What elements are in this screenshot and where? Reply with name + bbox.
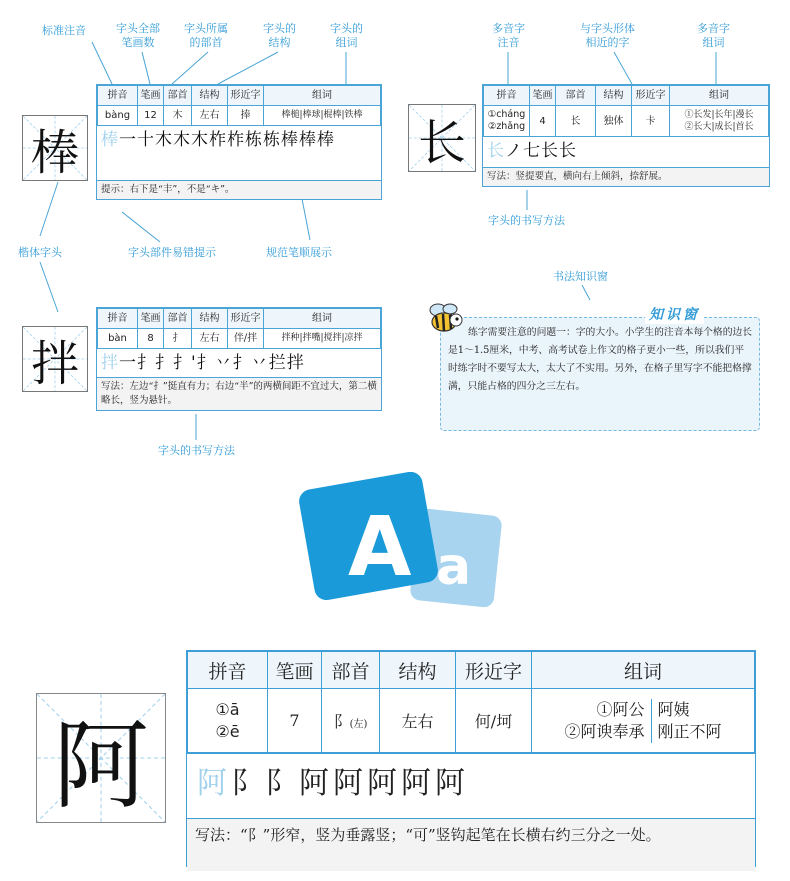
stroke-step: 阿 <box>401 766 435 801</box>
stroke-step: 栋 <box>245 130 263 150</box>
words-value: 棒槌|棒球|棍棒|铁棒 <box>264 106 381 126</box>
label-radical: 字头所属 的部首 <box>184 22 228 49</box>
stroke-ghost-char: 长 <box>487 141 505 161</box>
stroke-step: 木 <box>173 130 191 150</box>
table-bang <box>96 84 382 200</box>
stroke-order-bang <box>97 126 381 180</box>
char-box-a <box>36 693 166 823</box>
label-error-tip: 字头部件易错提示 <box>128 246 216 259</box>
stroke-step: 扌丷 <box>232 353 269 373</box>
stroke-step: 柞 <box>209 130 227 150</box>
stroke-step: 扌' <box>173 353 197 373</box>
similar-value: 何/坷 <box>456 689 532 753</box>
stroke-step: 一 <box>119 130 137 150</box>
hdr-structure: 结构 <box>596 86 632 106</box>
aa-logo <box>296 472 506 617</box>
radical-value: 长 <box>556 106 596 137</box>
table-a <box>186 650 756 867</box>
label-calligraphy-window: 书法知识窗 <box>553 270 608 283</box>
strokes-value: 12 <box>138 106 164 126</box>
similar-value: 卡 <box>632 106 670 137</box>
words-left: ①阿公 ②阿谀奉承 <box>564 699 651 743</box>
stroke-ghost-char: 阿 <box>197 766 231 801</box>
hdr-pinyin: 拼音 <box>484 86 530 106</box>
stroke-order-a <box>187 753 755 818</box>
label-writing-method-1: 字头的书写方法 <box>488 214 565 227</box>
stroke-step: 阿 <box>367 766 401 801</box>
stroke-step: ノ <box>505 141 523 161</box>
hdr-similar: 形近字 <box>228 309 264 329</box>
logo-small-a: a <box>436 537 472 597</box>
stroke-step: 十 <box>137 130 155 150</box>
stroke-step: 一 <box>119 353 137 373</box>
char-box-ban <box>22 326 88 392</box>
stroke-step: 棒 <box>299 130 317 150</box>
radical-cell <box>322 689 380 753</box>
stroke-step: 栋 <box>263 130 281 150</box>
stroke-step: 木 <box>191 130 209 150</box>
words-cell <box>532 689 755 753</box>
hdr-similar: 形近字 <box>228 86 264 106</box>
hdr-structure: 结构 <box>380 652 456 689</box>
hdr-strokes: 笔画 <box>138 86 164 106</box>
big-char-ban: 拌 <box>30 335 79 392</box>
hdr-pinyin: 拼音 <box>188 652 268 689</box>
hdr-strokes: 笔画 <box>530 86 556 106</box>
stroke-step: 阝 <box>265 766 299 801</box>
knowledge-title: 知识窗 <box>645 304 704 324</box>
hdr-radical: 部首 <box>164 309 192 329</box>
pinyin-value: ①cháng ②zhǎng <box>484 106 530 137</box>
tip-bang: 提示：右下是“丰”，不是“キ”。 <box>97 180 381 199</box>
stroke-step: 扌丷 <box>196 353 233 373</box>
stroke-ghost-char: 棒 <box>101 130 119 150</box>
hdr-structure: 结构 <box>192 309 228 329</box>
pinyin-value: bàn <box>98 329 138 349</box>
hdr-words: 组词 <box>264 86 381 106</box>
label-polyphone-words: 多音字 组词 <box>697 22 730 49</box>
label-stroke-order: 规范笔顺展示 <box>266 246 332 259</box>
stroke-step: 扌 <box>155 353 173 373</box>
radical-value: 扌 <box>164 329 192 349</box>
stroke-ghost-char: 拌 <box>101 353 119 373</box>
hdr-radical: 部首 <box>164 86 192 106</box>
stroke-step: 棒 <box>281 130 299 150</box>
stroke-step: 七 <box>523 141 541 161</box>
structure-value: 左右 <box>380 689 456 753</box>
hdr-words: 组词 <box>670 86 769 106</box>
words-right: 阿姨 刚正不阿 <box>657 699 722 741</box>
label-kaiti: 楷体字头 <box>18 246 62 259</box>
label-writing-method-2: 字头的书写方法 <box>158 444 235 457</box>
hdr-pinyin: 拼音 <box>98 309 138 329</box>
table-chang <box>482 84 770 187</box>
hdr-radical: 部首 <box>322 652 380 689</box>
stroke-step: 阿 <box>333 766 367 801</box>
label-stroke-total: 字头全部 笔画数 <box>116 22 160 49</box>
label-words: 字头的 组词 <box>330 22 363 49</box>
pinyin-value: ①ā ②ē <box>188 689 268 753</box>
tip-a: 写法：“阝”形窄，竖为垂露竖；“可”竖钩起笔在长横右约三分之一处。 <box>187 818 755 871</box>
big-char-chang: 长 <box>417 114 466 171</box>
hdr-strokes: 笔画 <box>138 309 164 329</box>
stroke-step: 阝 <box>231 766 265 801</box>
stroke-step: 扌 <box>137 353 155 373</box>
stroke-step: 拌 <box>286 353 305 373</box>
radical-value: 木 <box>164 106 192 126</box>
hdr-pinyin: 拼音 <box>98 86 138 106</box>
pinyin-value: bàng <box>98 106 138 126</box>
stroke-step: 木 <box>155 130 173 150</box>
stroke-step: 棒 <box>317 130 335 150</box>
words-value: ①长发|长年|漫长 ②长大|成长|首长 <box>670 106 769 137</box>
tip-ban: 写法：左边“扌”挺直有力；右边“半”的两横间距不宜过大，第二横略长，竖为悬针。 <box>97 377 381 410</box>
hdr-strokes: 笔画 <box>268 652 322 689</box>
stroke-order-ban <box>97 349 381 377</box>
char-box-chang <box>408 104 476 172</box>
words-value: 拌种|拌嘴|搅拌|凉拌 <box>264 329 381 349</box>
char-box-bang <box>22 115 88 181</box>
stroke-step: 阿 <box>435 766 469 801</box>
strokes-value: 4 <box>530 106 556 137</box>
stroke-step: 拦 <box>268 353 287 373</box>
tip-chang: 写法：竖提要直，横向右上倾斜，捺舒展。 <box>483 167 769 186</box>
hdr-similar: 形近字 <box>456 652 532 689</box>
similar-value: 伴/拌 <box>228 329 264 349</box>
strokes-value: 8 <box>138 329 164 349</box>
big-char-a: 阿 <box>53 709 149 822</box>
hdr-similar: 形近字 <box>632 86 670 106</box>
stroke-step: 柞 <box>227 130 245 150</box>
hdr-radical: 部首 <box>556 86 596 106</box>
stroke-step: 阿 <box>299 766 333 801</box>
hdr-words: 组词 <box>264 309 381 329</box>
similar-value: 捧 <box>228 106 264 126</box>
radical-note: (左) <box>349 719 368 730</box>
structure-value: 左右 <box>192 329 228 349</box>
stroke-step: 长 <box>541 141 559 161</box>
structure-value: 左右 <box>192 106 228 126</box>
hdr-words: 组词 <box>532 652 755 689</box>
label-polyphone-pinyin: 多音字 注音 <box>492 22 525 49</box>
hdr-structure: 结构 <box>192 86 228 106</box>
table-ban <box>96 307 382 411</box>
radical-value: 阝 <box>333 712 350 731</box>
strokes-value: 7 <box>268 689 322 753</box>
stroke-step: 长 <box>559 141 577 161</box>
logo-big-a: A <box>348 500 412 595</box>
label-structure: 字头的 结构 <box>263 22 296 49</box>
structure-value: 独体 <box>596 106 632 137</box>
label-similar: 与字头形体 相近的字 <box>580 22 635 49</box>
big-char-bang: 棒 <box>30 124 79 181</box>
stroke-order-chang <box>483 137 769 167</box>
label-pinyin-std: 标准注音 <box>42 24 86 37</box>
knowledge-body: 练字需要注意的问题一：字的大小。小学生的注音本每个格的边长是1～1.5厘米，中考、高考试卷上作文的格子更小一些，所以我们平时练字时不要写太大，太大了不实用。另外，在格子里写字不能把格撑满，只能占格的四分之三左右。 <box>448 327 753 392</box>
